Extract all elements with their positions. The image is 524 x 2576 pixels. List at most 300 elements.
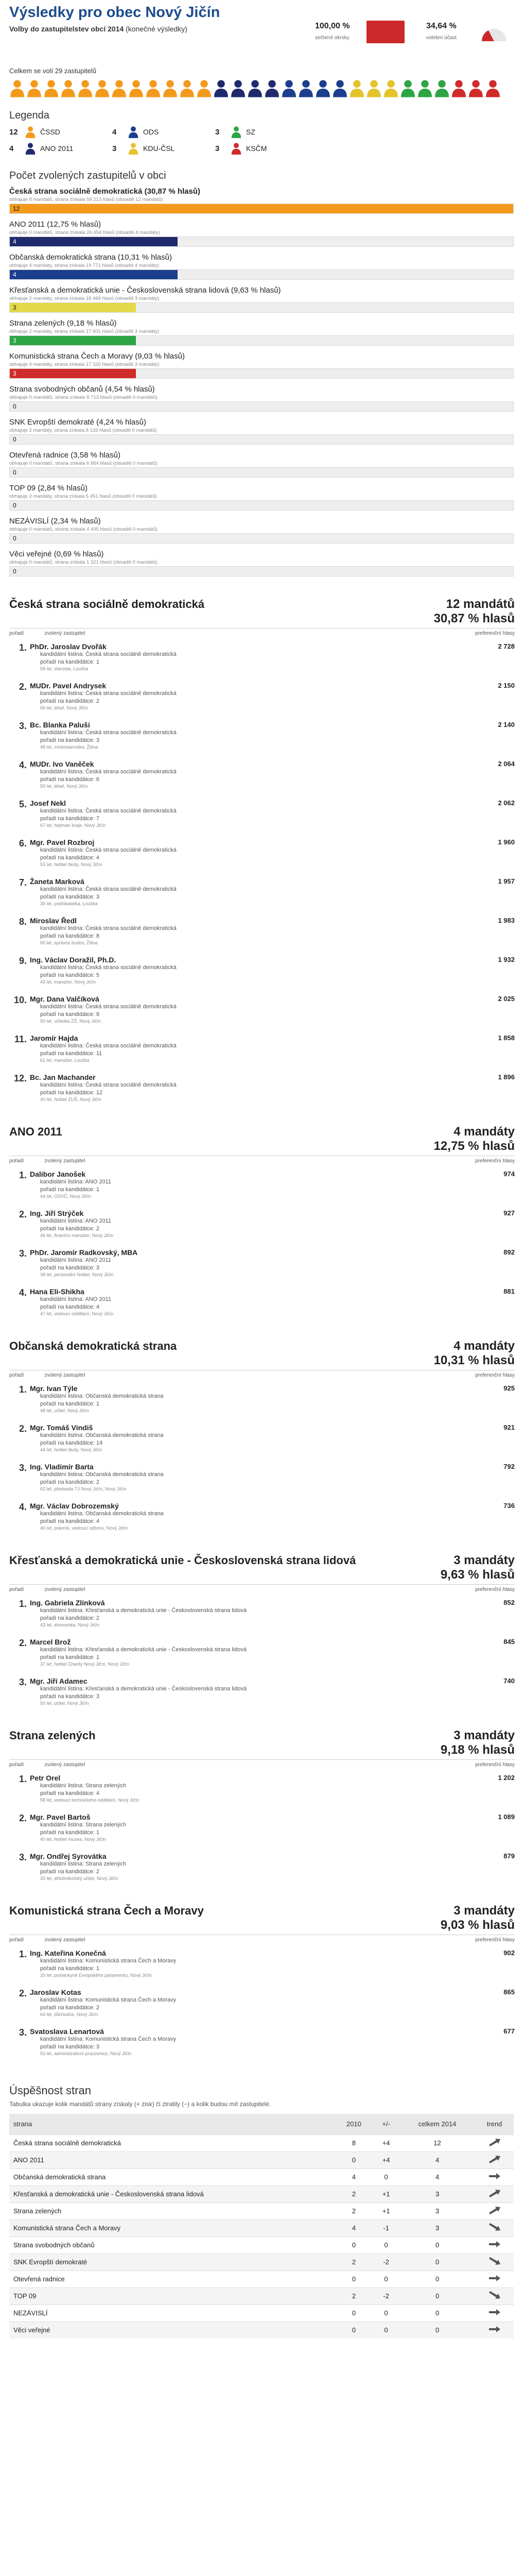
success-row [9, 2219, 514, 2236]
candidate-name: Bc. Blanka Paluši [30, 721, 90, 729]
bar-fill [10, 303, 136, 312]
row-2010: 0 [335, 2321, 373, 2338]
candidate [9, 1034, 515, 1065]
candidate-rank: 7. [19, 877, 27, 888]
person-icon [128, 142, 139, 155]
party-name: Česká strana sociálně demokratická [9, 598, 205, 611]
candidate-position: pořadí na kandidátce: 3 [40, 1693, 99, 1700]
seat-icon [332, 79, 348, 97]
col-elected-label: zvolený zastupitel [44, 1587, 85, 1592]
candidate [9, 1287, 515, 1318]
candidate-position: pořadí na kandidátce: 4 [40, 1518, 99, 1524]
row-diff: -2 [373, 2287, 399, 2304]
candidate-list: kandidátní listina: Česká strana sociálně demokratická [40, 1004, 177, 1010]
candidate-info: 33 let, poslankyně Evropského parlamentu, Nový Jičín [40, 1973, 152, 1978]
candidate-votes: 927 [503, 1209, 515, 1217]
column-left [9, 1158, 85, 1164]
party-details [9, 597, 515, 2058]
seat-icon [281, 79, 297, 97]
candidate-name: Mgr. Dana Valčíková [30, 995, 99, 1003]
candidate-name: Ing. Jiří Strýček [30, 1209, 84, 1217]
row-2010: 0 [335, 2151, 373, 2168]
trend-flat-icon [488, 2242, 501, 2250]
candidate-rank: 1. [19, 1384, 27, 1395]
bar-title: Věci veřejné (0,69 % hlasů) [9, 550, 104, 558]
bar-seats: 3 [13, 337, 16, 344]
candidate-name: MUDr. Pavel Andrysek [30, 682, 107, 690]
candidate-info: 61 let, manažer, Loučka [40, 1058, 90, 1063]
success-table [9, 2114, 514, 2338]
bar-track [9, 269, 514, 280]
candidate-info: 53 let, administrativní pracovnice, Nový Jičín [40, 2051, 132, 2056]
candidate-rank: 12. [13, 1073, 27, 1083]
bar-title: Strana svobodných občanů (4,54 % hlasů) [9, 385, 155, 394]
counted-label: sečtené okrsky [315, 35, 350, 41]
candidate-name: Mgr. Pavel Rozbroj [30, 838, 95, 846]
candidate-position: pořadí na kandidátce: 4 [40, 855, 99, 861]
row-2010: 0 [335, 2236, 373, 2253]
candidate [9, 642, 515, 673]
legend-item [215, 142, 318, 155]
seat-icon [43, 79, 59, 97]
turnout-gauge [479, 21, 510, 43]
candidate-list: kandidátní listina: Česká strana sociálně demokratická [40, 690, 177, 697]
party-pct: 12,75 % hlasů [433, 1139, 515, 1153]
party-mandates: 12 mandátů [446, 597, 515, 611]
column-left [9, 1372, 85, 1378]
row-diff: -2 [373, 2253, 399, 2270]
bar-track [9, 302, 514, 313]
candidate-info: 58 let, starosta, Loučka [40, 666, 89, 671]
candidate-rank: 2. [19, 1988, 27, 1998]
success-row [9, 2168, 514, 2185]
row-diff: +1 [373, 2202, 399, 2219]
candidate-position: pořadí na kandidátce: 4 [40, 1790, 99, 1797]
candidate-rank: 6. [19, 838, 27, 849]
seat-icon [111, 79, 127, 97]
row-diff: 0 [373, 2236, 399, 2253]
seat-icon [77, 79, 93, 97]
page-title: Výsledky pro obec Nový Jičín [9, 4, 220, 21]
candidate-position: pořadí na kandidátce: 8 [40, 933, 99, 939]
candidate-votes: 892 [503, 1248, 515, 1256]
bar-track [9, 401, 514, 412]
trend-up-icon [488, 2208, 501, 2216]
candidate-votes: 881 [503, 1287, 515, 1295]
row-2010: 2 [335, 2253, 373, 2270]
party-numbers [434, 1339, 515, 1368]
candidate [9, 1599, 515, 1630]
candidate-name: Žaneta Marková [30, 877, 84, 886]
bar-seats: 12 [13, 205, 20, 212]
person-icon [25, 142, 36, 155]
candidate-info: 40 let, právník, vedoucí odboru, Nový Jičín [40, 1526, 128, 1531]
counted-pct: 100,00 % [315, 22, 350, 30]
success-row [9, 2321, 514, 2338]
legend-item [9, 142, 112, 155]
bar-title: Komunistická strana Čech a Moravy (9,03 % hlasů) [9, 352, 185, 361]
success-row [9, 2202, 514, 2219]
legend-title: Legenda [9, 110, 49, 121]
legend-name: ČSSD [40, 128, 60, 136]
row-trend [475, 2287, 514, 2304]
turnout-label: volební účast [426, 35, 457, 41]
candidate-name: Bc. Jan Machander [30, 1073, 96, 1081]
legend-item [112, 142, 215, 155]
candidate-info: 56 let, lékař, Nový Jičín [40, 705, 89, 710]
candidate-rank: 10. [13, 995, 27, 1005]
bar-note: obhajuje 4 mandáty, strana získala 19 771 hlasů (obsadili 4 mandáty) [9, 263, 160, 268]
bar-seats: 0 [13, 469, 16, 476]
row-trend [475, 2151, 514, 2168]
bar-note: obhajuje 0 mandátů, strana získala 4 495 hlasů (obsadili 0 mandátů) [9, 527, 158, 532]
candidate-name: Petr Orel [30, 1774, 61, 1782]
candidate-votes: 677 [503, 2027, 515, 2035]
candidate-rank: 5. [19, 799, 27, 809]
party-section [9, 597, 515, 1104]
row-diff: 0 [373, 2270, 399, 2287]
candidate-rank: 3. [19, 1677, 27, 1687]
party-bar [9, 385, 515, 412]
candidate-rank: 3. [19, 1463, 27, 1473]
success-row [9, 2151, 514, 2168]
col-2010: 2010 [335, 2114, 373, 2134]
col-party: strana [9, 2114, 335, 2134]
seat-icon [128, 79, 144, 97]
bar-seats: 4 [13, 238, 16, 245]
party-header [9, 1339, 515, 1370]
candidate-name: Miroslav Ředl [30, 917, 77, 925]
col-elected-label: zvolený zastupitel [44, 1158, 85, 1164]
candidate-rank: 2. [19, 1423, 27, 1434]
party-bar [9, 484, 515, 511]
party-numbers [441, 1553, 515, 1582]
bar-track [9, 467, 514, 478]
candidate-position: pořadí na kandidátce: 7 [40, 816, 99, 822]
candidate-position: pořadí na kandidátce: 2 [40, 698, 99, 704]
candidate-votes: 1 896 [498, 1073, 515, 1081]
candidate-votes: 2 025 [498, 995, 515, 1003]
seats-label: Celkem se volí 29 zastupitelů [9, 67, 97, 75]
row-diff: 0 [373, 2304, 399, 2321]
seat-icon [94, 79, 110, 97]
candidate-position: pořadí na kandidátce: 9 [40, 1011, 99, 1018]
candidate-position: pořadí na kandidátce: 2 [40, 1226, 99, 1232]
success-row [9, 2304, 514, 2321]
party-bar [9, 220, 515, 247]
candidate-votes: 2 140 [498, 721, 515, 728]
candidate-position: pořadí na kandidátce: 3 [40, 894, 99, 900]
candidate-info: 44 let, OSVČ, Nový Jičín [40, 1194, 92, 1199]
candidate-votes: 974 [503, 1170, 515, 1178]
legend-name: ANO 2011 [40, 144, 74, 152]
col-elected-label: zvolený zastupitel [44, 1937, 85, 1943]
party-section [9, 1904, 515, 2058]
counted-stat [315, 19, 418, 49]
row-trend [475, 2185, 514, 2202]
row-party: Komunistická strana Čech a Moravy [9, 2219, 335, 2236]
candidate-info: 37 let, ředitel Charity Nový Jičín, Nový Jičín [40, 1662, 130, 1667]
col-diff: +/- [373, 2114, 399, 2134]
candidate-list: kandidátní listina: Občanská demokratická strana [40, 1432, 164, 1438]
legend-count: 3 [215, 127, 220, 137]
seat-bars [9, 187, 515, 577]
candidate-name: Jaroslav Kotas [30, 1988, 81, 1996]
seat-icon [60, 79, 76, 97]
candidate [9, 1988, 515, 2019]
candidate-list: kandidátní listina: Česká strana sociálně demokratická [40, 651, 177, 657]
candidate-rank: 1. [19, 1170, 27, 1180]
candidate-rank: 1. [19, 1599, 27, 1609]
candidate-votes: 2 728 [498, 642, 515, 650]
seat-icon [468, 79, 484, 97]
col-pref-label: preferenční hlasy [475, 1937, 515, 1943]
row-party: Česká strana sociálně demokratická [9, 2134, 335, 2151]
candidate-info: 48 let, místostarostka, Žilina [40, 744, 98, 750]
candidate-votes: 2 064 [498, 760, 515, 768]
candidate-name: Ing. Václav Doražil, Ph.D. [30, 956, 116, 964]
candidate-votes: 1 932 [498, 956, 515, 963]
legend-count: 4 [112, 127, 117, 137]
bar-seats: 0 [13, 535, 16, 542]
success-row [9, 2134, 514, 2151]
legend-name: ODS [143, 128, 159, 136]
candidate-rank: 2. [19, 1209, 27, 1219]
col-pref-label: preferenční hlasy [475, 1587, 515, 1592]
bar-note: obhajuje 2 mandáty, strana získala 5 451 hlasů (obsadili 0 mandátů) [9, 494, 157, 499]
trend-down-icon [488, 2225, 501, 2233]
party-numbers [434, 1125, 515, 1154]
seat-icon [417, 79, 433, 97]
candidate-info: 43 let, ekonomka, Nový Jičín [40, 1622, 100, 1628]
row-party: ANO 2011 [9, 2151, 335, 2168]
party-pct: 9,03 % hlasů [440, 1918, 515, 1932]
candidate-position: pořadí na kandidátce: 11 [40, 1050, 102, 1057]
row-total: 0 [399, 2236, 475, 2253]
row-diff: +1 [373, 2185, 399, 2202]
row-diff: -1 [373, 2219, 399, 2236]
party-bar [9, 319, 515, 346]
candidate-votes: 1 983 [498, 917, 515, 924]
candidate-list: kandidátní listina: Česká strana sociálně demokratická [40, 769, 177, 775]
candidate-rank: 2. [19, 682, 27, 692]
candidate-list: kandidátní listina: Komunistická strana Čech a Moravy [40, 1997, 177, 2003]
legend-name: KSČM [246, 144, 267, 152]
person-icon [128, 126, 139, 138]
col-order-label: pořadí [9, 1587, 24, 1592]
party-bar [9, 550, 515, 577]
row-party: NEZÁVISLÍ [9, 2304, 335, 2321]
row-party: Věci veřejné [9, 2321, 335, 2338]
candidate-rank: 1. [19, 1774, 27, 1784]
bar-track [9, 335, 514, 346]
bar-track [9, 368, 514, 379]
candidate-votes: 1 089 [498, 1813, 515, 1821]
seat-icon [9, 79, 25, 97]
candidate-list: kandidátní listina: Komunistická strana Čech a Moravy [40, 1958, 177, 1964]
candidate-position: pořadí na kandidátce: 14 [40, 1440, 103, 1446]
bar-fill [10, 369, 136, 378]
col-pref-label: preferenční hlasy [475, 1372, 515, 1378]
party-name: Občanská demokratická strana [9, 1340, 177, 1352]
candidate-info: 48 let, učitel, Nový Jičín [40, 1408, 89, 1413]
success-row [9, 2185, 514, 2202]
seat-icon [145, 79, 161, 97]
row-trend [475, 2219, 514, 2236]
candidate [9, 838, 515, 869]
seat-icon [383, 79, 399, 97]
candidate-position: pořadí na kandidátce: 1 [40, 1654, 99, 1660]
candidate-votes: 1 960 [498, 838, 515, 846]
row-total: 0 [399, 2304, 475, 2321]
person-icon [25, 126, 36, 138]
bar-title: Občanská demokratická strana (10,31 % hlasů) [9, 253, 172, 262]
candidate-rank: 8. [19, 917, 27, 927]
candidate-votes: 2 062 [498, 799, 515, 807]
row-total: 0 [399, 2287, 475, 2304]
candidate-list: kandidátní listina: Strana zelených [40, 1783, 126, 1789]
candidate-list: kandidátní listina: ANO 2011 [40, 1179, 111, 1185]
row-2010: 2 [335, 2185, 373, 2202]
bar-fill [10, 237, 178, 246]
party-name: Komunistická strana Čech a Moravy [9, 1904, 204, 1917]
col-pref-label: preferenční hlasy [475, 1158, 515, 1164]
candidate-position: pořadí na kandidátce: 3 [40, 737, 99, 743]
candidate-list: kandidátní listina: Občanská demokratická strana [40, 1393, 164, 1399]
candidate-info: 40 let, ředitel ZUŠ, Nový Jičín [40, 1097, 101, 1102]
bar-note: obhajuje 0 mandátů, strana získala 6 864 hlasů (obsadili 0 mandátů) [9, 461, 158, 466]
candidate-votes: 740 [503, 1677, 515, 1685]
candidate-list: kandidátní listina: Česká strana sociálně demokratická [40, 808, 177, 814]
candidate [9, 721, 515, 752]
candidate-name: Mgr. Ivan Týle [30, 1384, 78, 1393]
candidate-name: Mgr. Tomáš Vindiš [30, 1423, 93, 1432]
candidate-votes: 921 [503, 1423, 515, 1431]
candidate-position: pořadí na kandidátce: 2 [40, 1869, 99, 1875]
candidate-votes: 852 [503, 1599, 515, 1606]
party-header [9, 1125, 515, 1156]
candidate-list: kandidátní listina: Občanská demokratická strana [40, 1511, 164, 1517]
page-subtitle [9, 25, 187, 33]
candidate-position: pořadí na kandidátce: 1 [40, 1965, 99, 1972]
candidate [9, 995, 515, 1026]
column-left [9, 1937, 85, 1943]
bar-note: obhajuje 8 mandátů, strana získala 59 213 hlasů (obsadili 12 mandátů) [9, 197, 163, 202]
candidate-votes: 865 [503, 1988, 515, 1996]
candidate-position: pořadí na kandidátce: 12 [40, 1090, 103, 1096]
bar-note: obhajuje 0 mandátů, strana získala 24 454 hlasů (obsadili 4 mandáty) [9, 230, 160, 235]
bar-fill [10, 336, 136, 345]
candidate-rank: 2. [19, 1813, 27, 1823]
person-icon [231, 126, 242, 138]
bar-fill [10, 204, 513, 213]
party-bar [9, 352, 515, 379]
candidate-info: 64 let, důchodce, Nový Jičín [40, 2012, 98, 2017]
party-pct: 9,18 % hlasů [440, 1743, 515, 1757]
party-mandates: 3 mandáty [453, 1728, 515, 1742]
candidate [9, 1852, 515, 1883]
candidate-list: kandidátní listina: ANO 2011 [40, 1257, 111, 1263]
row-trend [475, 2202, 514, 2219]
row-total: 3 [399, 2219, 475, 2236]
bar-track [9, 533, 514, 544]
candidate-list: kandidátní listina: Strana zelených [40, 1822, 126, 1828]
candidate-position: pořadí na kandidátce: 3 [40, 1265, 99, 1271]
candidate-name: Svatoslava Lenartová [30, 2027, 104, 2036]
candidate-list: kandidátní listina: Česká strana sociálně demokratická [40, 847, 177, 853]
row-party: Strana zelených [9, 2202, 335, 2219]
row-diff: 0 [373, 2321, 399, 2338]
trend-flat-icon [488, 2327, 501, 2335]
candidate-votes: 1 957 [498, 877, 515, 885]
seat-icon [179, 79, 195, 97]
candidate-name: Ing. Vladimír Barta [30, 1463, 94, 1471]
bar-seats: 0 [13, 436, 16, 443]
seat-icon [451, 79, 467, 97]
legend-item [112, 126, 215, 138]
bar-title: Strana zelených (9,18 % hlasů) [9, 319, 117, 328]
candidate-name: Mgr. Pavel Bartoš [30, 1813, 91, 1821]
subtitle-note: (konečné výsledky) [126, 25, 187, 33]
bar-title: NEZÁVISLÍ (2,34 % hlasů) [9, 517, 101, 526]
party-header [9, 597, 515, 629]
candidate-votes: 792 [503, 1463, 515, 1470]
row-2010: 8 [335, 2134, 373, 2151]
seat-icon [162, 79, 178, 97]
trend-flat-icon [488, 2310, 501, 2318]
candidate-rank: 11. [14, 1034, 27, 1044]
seat-icon [485, 79, 501, 97]
seat-icon [315, 79, 331, 97]
success-desc: Tabulka ukazuje kolik mandátů strany získaly (+ zisk) či ztratily (−) a kolik budou mít zastupitelé. [9, 2100, 271, 2108]
row-party: Otevřená radnice [9, 2270, 335, 2287]
candidate-name: Marcel Brož [30, 1638, 71, 1646]
bars-title: Počet zvolených zastupitelů v obci [9, 170, 166, 181]
row-party: TOP 09 [9, 2287, 335, 2304]
trend-up-icon [488, 2191, 501, 2199]
candidate-info: 44 let, ředitel školy, Nový Jičín [40, 1447, 102, 1452]
row-2010: 4 [335, 2219, 373, 2236]
candidate-rank: 4. [19, 1502, 27, 1512]
legend-name: KDU-ČSL [143, 144, 175, 152]
candidate-position: pořadí na kandidátce: 1 [40, 1829, 99, 1836]
turnout-stat [426, 19, 524, 49]
candidate-votes: 2 150 [498, 682, 515, 689]
candidate-position: pořadí na kandidátce: 1 [40, 1401, 99, 1407]
legend-count: 3 [215, 144, 220, 153]
seat-icon [213, 79, 229, 97]
candidate-name: PhDr. Jaroslav Dvořák [30, 642, 107, 651]
row-2010: 4 [335, 2168, 373, 2185]
seat-icon [298, 79, 314, 97]
trend-down-icon [488, 2259, 501, 2267]
column-labels [9, 1762, 515, 1768]
candidate-rank: 3. [19, 2027, 27, 2038]
candidate-info: 33 let, středoškolský učitel, Nový Jičín [40, 1876, 118, 1881]
row-total: 4 [399, 2151, 475, 2168]
candidate [9, 1813, 515, 1844]
row-total: 3 [399, 2202, 475, 2219]
candidate-info: 47 let, vedoucí oddělení, Nový Jičín [40, 1311, 114, 1316]
row-trend [475, 2321, 514, 2338]
candidate-position: pořadí na kandidátce: 1 [40, 1187, 99, 1193]
column-labels [9, 1937, 515, 1943]
candidate-name: Josef Nekl [30, 799, 66, 807]
party-pct: 30,87 % hlasů [433, 612, 515, 625]
bar-title: SNK Evropští demokraté (4,24 % hlasů) [9, 418, 146, 427]
column-labels [9, 1158, 515, 1164]
candidate-position: pořadí na kandidátce: 2 [40, 1479, 99, 1485]
